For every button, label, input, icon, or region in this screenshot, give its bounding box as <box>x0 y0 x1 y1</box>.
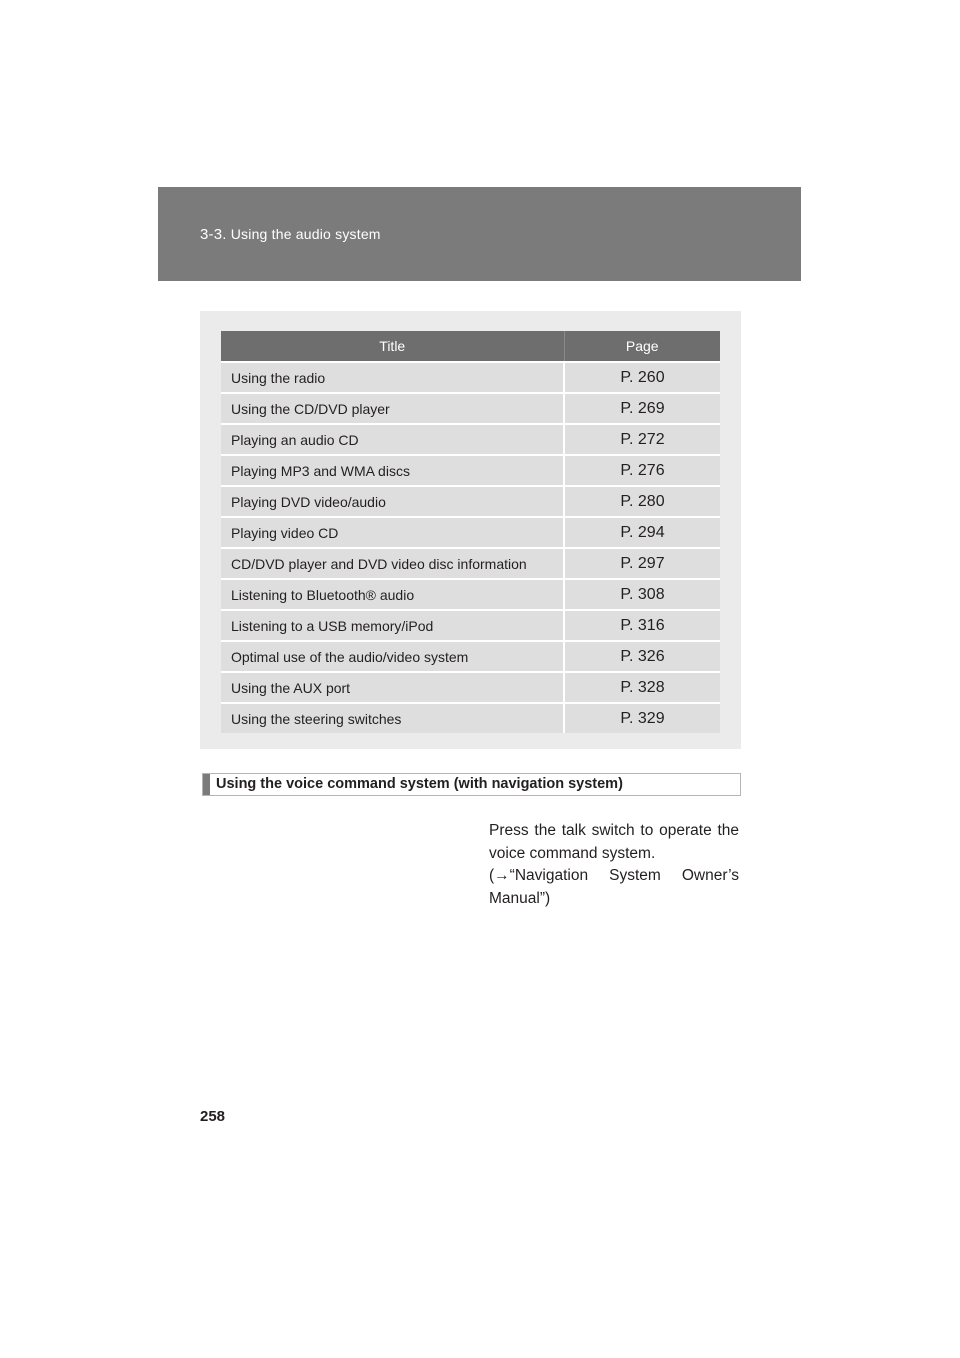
table-header-row <box>221 331 720 362</box>
table-row <box>221 517 720 548</box>
table-row <box>221 672 720 703</box>
table-row <box>221 424 720 455</box>
row-page: P. 316 <box>564 610 720 641</box>
row-title: Playing DVD video/audio <box>221 486 564 517</box>
section-number: 3-3. <box>200 226 227 243</box>
row-title: Using the radio <box>221 362 564 393</box>
table-row <box>221 641 720 672</box>
table-row <box>221 362 720 393</box>
row-title: Listening to Bluetooth® audio <box>221 579 564 610</box>
voice-command-heading <box>202 773 741 796</box>
row-title: Playing video CD <box>221 517 564 548</box>
column-header-page: Page <box>564 331 720 362</box>
row-title: CD/DVD player and DVD video disc information <box>221 548 564 579</box>
voice-command-heading-text: Using the voice command system (with navigation system) <box>216 776 623 792</box>
row-page: P. 308 <box>564 579 720 610</box>
table-row <box>221 548 720 579</box>
heading-accent-bar <box>203 774 210 795</box>
section-label <box>200 226 381 243</box>
row-title: Listening to a USB memory/iPod <box>221 610 564 641</box>
table-row <box>221 455 720 486</box>
row-title: Using the AUX port <box>221 672 564 703</box>
table-row <box>221 486 720 517</box>
row-page: P. 294 <box>564 517 720 548</box>
page-number: 258 <box>200 1108 226 1125</box>
table-row <box>221 579 720 610</box>
voice-command-body <box>489 820 739 910</box>
row-page: P. 297 <box>564 548 720 579</box>
table-row <box>221 610 720 641</box>
row-title: Using the CD/DVD player <box>221 393 564 424</box>
row-title: Using the steering switches <box>221 703 564 733</box>
row-page: P. 328 <box>564 672 720 703</box>
row-title: Playing an audio CD <box>221 424 564 455</box>
table-row <box>221 703 720 733</box>
voice-command-reference: (→“Navigation System Owner’s Manual”) <box>489 867 739 907</box>
row-title: Playing MP3 and WMA discs <box>221 455 564 486</box>
row-page: P. 329 <box>564 703 720 733</box>
table-row <box>221 393 720 424</box>
section-title: Using the audio system <box>230 226 381 242</box>
contents-table <box>221 331 720 733</box>
row-page: P. 272 <box>564 424 720 455</box>
row-page: P. 269 <box>564 393 720 424</box>
row-page: P. 280 <box>564 486 720 517</box>
row-title: Optimal use of the audio/video system <box>221 641 564 672</box>
row-page: P. 276 <box>564 455 720 486</box>
row-page: P. 260 <box>564 362 720 393</box>
column-header-title: Title <box>221 331 564 362</box>
row-page: P. 326 <box>564 641 720 672</box>
voice-command-instruction: Press the talk switch to operate the voice command system. <box>489 822 739 862</box>
